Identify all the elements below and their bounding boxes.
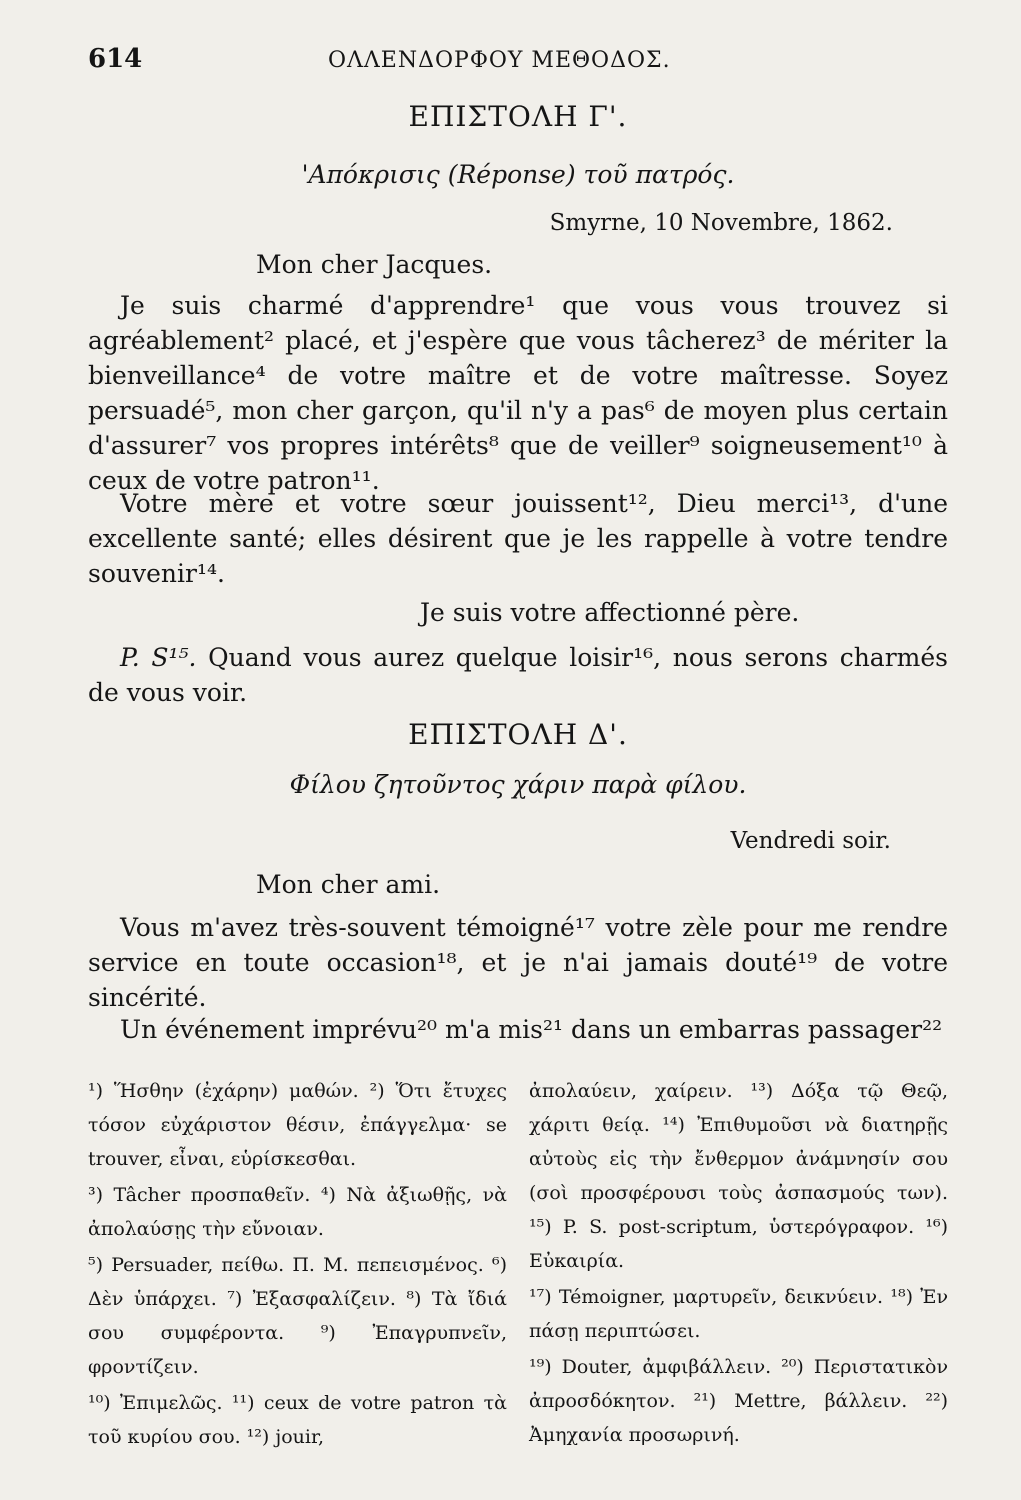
letter-d-title: ΕΠΙΣΤΟΛΗ Δ'. xyxy=(408,718,628,751)
footnotes-left-column xyxy=(88,1074,507,1448)
letter-d-salutation: Mon cher ami. xyxy=(256,870,441,899)
footnote-block: ³) Tâcher προσπαθεῖν. ⁴) Νὰ ἀξιωθῇς, νὰ ἀπολαύσῃς τὴν εὔνοιαν. xyxy=(88,1184,507,1240)
footnotes xyxy=(88,1074,948,1448)
letter-g-signature: Je suis votre affectionné père. xyxy=(420,598,800,627)
postscript-label: P. S¹⁵. xyxy=(120,643,197,672)
footnote-block: ¹⁹) Douter, ἀμφιβάλλειν. ²⁰) Περιστατικὸν ἀπροσδόκητον. ²¹) Mettre, βάλλειν. ²²) Ἀμηχανία προσωρινή. xyxy=(529,1356,948,1446)
postscript-text: Quand vous aurez quelque loisir¹⁶, nous serons charmés de vous voir. xyxy=(88,643,948,707)
footnote-block: ¹) Ἥσθην (ἐχάρην) μαθών. ²) Ὅτι ἔτυχες τόσον εὐχάριστον θέσιν, ἐπάγγελμα· se trouver, εἶναι, εὑρίσκεσθαι. xyxy=(88,1080,507,1170)
letter-d-dateline: Vendredi soir. xyxy=(730,828,891,854)
footnote-block: ¹⁰) Ἐπιμελῶς. ¹¹) ceux de votre patron τὰ τοῦ κυρίου σου. ¹²) jouir, xyxy=(88,1392,507,1448)
letter-d-subtitle: Φίλου ζητοῦντος χάριν παρὰ φίλου. xyxy=(289,770,747,799)
letter-g-title: ΕΠΙΣΤΟΛΗ Γ'. xyxy=(408,100,628,133)
letter-g-paragraph-2: Votre mère et votre sœur jouissent¹², Dieu merci¹³, d'une excellente santé; elles désirent que je les rappelle à votre tendre souvenir¹⁴. xyxy=(88,489,948,588)
running-title: ΟΛΛΕΝΔΟΡΦΟΥ ΜΕΘΟΔΟΣ. xyxy=(328,48,671,73)
footnote-block: ἀπολαύειν, χαίρειν. ¹³) Δόξα τῷ Θεῷ, χάριτι θείᾳ. ¹⁴) Ἐπιθυμοῦσι νὰ διατηρῇς αὐτοὺς εἰς τὴν ἔνθερμον ἀνάμνησίν σου (σοὶ προσφέρουσι τοὺς ἀσπασμούς των). ¹⁵) P. S. post-scriptum, ὑστερόγραφον. ¹⁶) Εὐκαιρία. xyxy=(529,1080,948,1272)
running-head xyxy=(88,44,948,84)
footnotes-right-column xyxy=(529,1074,948,1444)
footnote-block: ⁵) Persuader, πείθω. Π. Μ. πεπεισμένος. ⁶) Δὲν ὑπάρχει. ⁷) Ἐξασφαλίζειν. ⁸) Τὰ ἴδιά σου συμφέροντα. ⁹) Ἐπαγρυπνεῖν, φροντίζειν. xyxy=(88,1254,507,1378)
letter-d-paragraph-2: Un événement imprévu²⁰ m'a mis²¹ dans un embarras passager²² xyxy=(120,1015,943,1044)
letter-g-paragraph-1: Je suis charmé d'apprendre¹ que vous vous trouvez si agréablement² placé, et j'espère que vous tâcherez³ de mériter la bienveillance⁴ de votre maître et de votre maîtresse. Soyez persuadé⁵, mon cher garçon, qu'il n'y a pas⁶ de moyen plus certain d'assurer⁷ vos propres intérêts⁸ que de veiller⁹ soigneusement¹⁰ à ceux de votre patron¹¹. xyxy=(88,291,948,495)
letter-d-paragraph-1: Vous m'avez très-souvent témoigné¹⁷ votre zèle pour me rendre service en toute occasion¹⁸, et je n'ai jamais douté¹⁹ de votre sincérité. xyxy=(88,913,948,1012)
letter-g-salutation: Mon cher Jacques. xyxy=(256,250,493,279)
page-number: 614 xyxy=(88,44,143,74)
letter-g-subtitle: 'Απόκρισις (Réponse) τοῦ πατρός. xyxy=(301,160,735,189)
footnote-block: ¹⁷) Témoigner, μαρτυρεῖν, δεικνύειν. ¹⁸) Ἐν πάσῃ περιπτώσει. xyxy=(529,1286,948,1342)
letter-g-dateline: Smyrne, 10 Novembre, 1862. xyxy=(549,210,893,236)
letter-g-postscript xyxy=(88,640,948,710)
